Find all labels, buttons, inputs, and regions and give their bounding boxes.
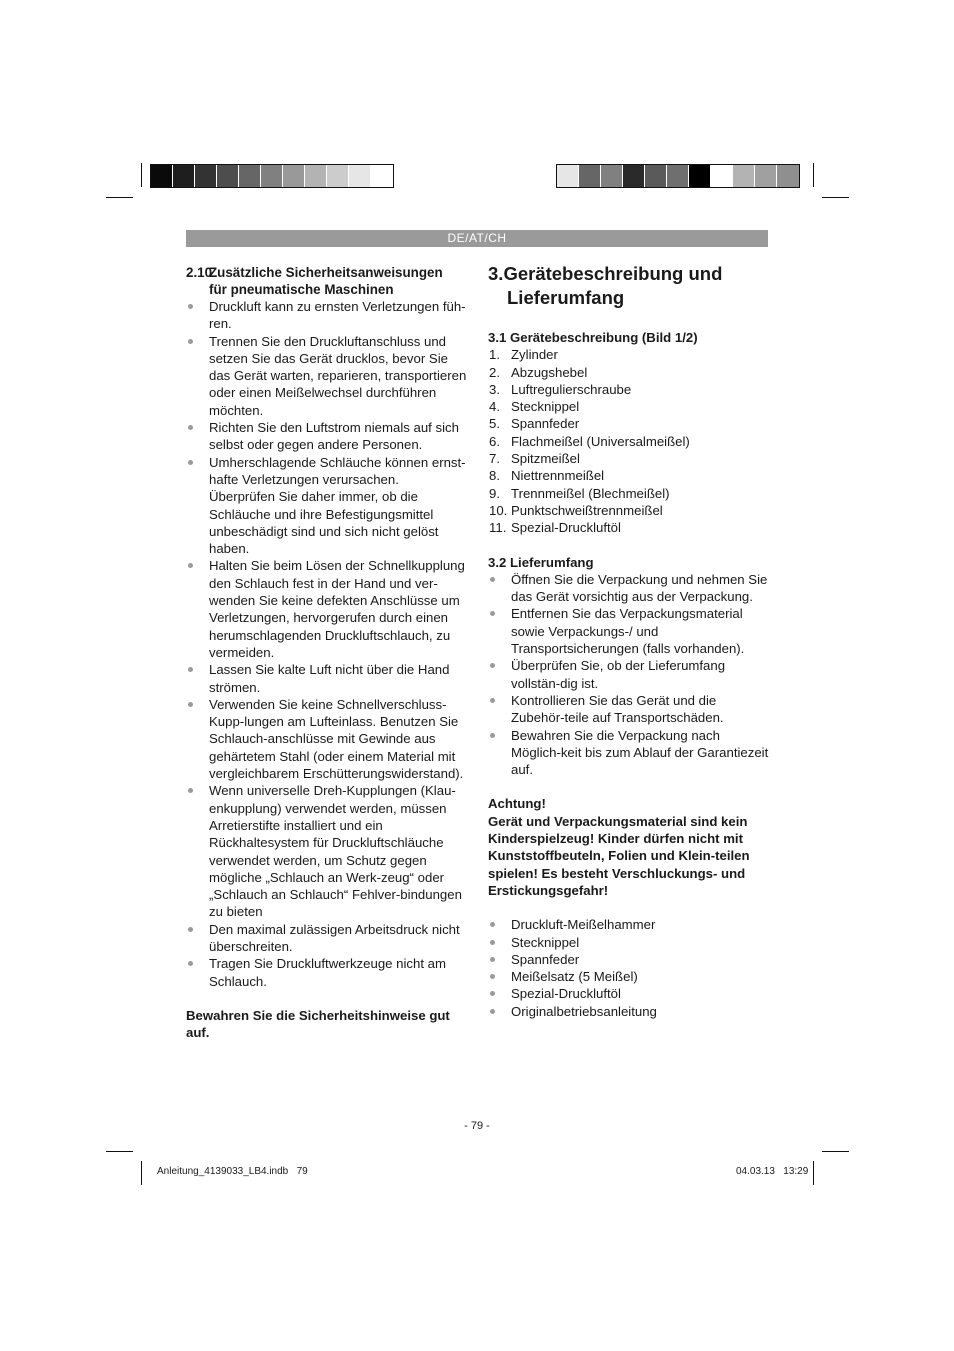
parts-list-number: 8. — [489, 468, 500, 484]
right-column — [488, 262, 770, 1020]
parts-list-number: 2. — [489, 364, 500, 380]
package-contents-item: Spezial-Druckluftöl — [488, 985, 770, 1002]
safety-bullet-item: Trennen Sie den Druckluftanschluss und setzen Sie das Gerät drucklos, bevor Sie das Gerät warten, reparieren, transportieren oder einen Meißelwechsel durchführen möchten. — [186, 333, 468, 419]
parts-list-number: 11. — [489, 520, 507, 536]
color-swatch — [261, 165, 283, 187]
parts-list-number: 5. — [489, 416, 500, 432]
section-heading — [186, 264, 468, 298]
parts-list-item — [488, 346, 770, 363]
delivery-bullet-item: Bewahren Sie die Verpackung nach Möglich-keit bis zum Ablauf der Garantiezeit auf. — [488, 727, 770, 779]
safety-bullet-item: Halten Sie beim Lösen der Schnellkupplung den Schlauch fest in der Hand und ver-wenden Sie keine defekten Anschlüsse um Verletzungen, hervorgerufen durch einen herumschlagenden Druckluftschlauch, zu vermeiden. — [186, 557, 468, 661]
package-contents-item: Originalbetriebsanleitung — [488, 1003, 770, 1020]
color-swatch — [239, 165, 261, 187]
color-swatch — [349, 165, 371, 187]
parts-list-item — [488, 450, 770, 467]
color-calibration-bar-left — [150, 164, 394, 188]
color-swatch — [711, 165, 733, 187]
parts-list-number: 7. — [489, 451, 500, 467]
left-column — [186, 264, 468, 1041]
color-swatch — [283, 165, 305, 187]
parts-list-item — [488, 364, 770, 381]
parts-list-item — [488, 467, 770, 484]
parts-list-label: Flachmeißel (Universalmeißel) — [511, 433, 690, 449]
parts-list-label: Spezial-Druckluftöl — [511, 520, 621, 536]
package-contents-item: Druckluft-Meißelhammer — [488, 916, 770, 933]
section-number: 2.10 — [186, 265, 213, 280]
color-calibration-bar-right — [556, 164, 800, 188]
parts-list-item — [488, 415, 770, 432]
crop-mark — [141, 1161, 142, 1185]
delivery-bullet-list — [488, 571, 770, 779]
chapter-number: 3. — [488, 263, 504, 284]
date-info: 04.03.13 13:29 — [736, 1166, 809, 1177]
color-swatch — [151, 165, 173, 187]
color-swatch — [305, 165, 327, 187]
safety-bullet-item: Verwenden Sie keine Schnellverschluss-Kupp-lungen am Lufteinlass. Benutzen Sie Schlauch-anschlüsse mit Gewinde aus gehärtetem Stahl (oder einem Material mit vergleichbarem Erschütterungswiderstand). — [186, 696, 468, 782]
parts-list-number: 4. — [489, 399, 500, 415]
safety-bullet-item: Richten Sie den Luftstrom niemals auf sich selbst oder gegen andere Personen. — [186, 419, 468, 454]
parts-list-item — [488, 433, 770, 450]
delivery-bullet-item: Entfernen Sie das Verpackungsmaterial sowie Verpackungs-/ und Transportsicherungen (falls vorhanden). — [488, 605, 770, 657]
color-swatch — [733, 165, 755, 187]
parts-list-label: Stecknippel — [511, 399, 580, 415]
parts-list-label: Luftregulierschraube — [511, 381, 632, 397]
parts-list-number: 9. — [489, 485, 500, 501]
parts-list-label: Punktschweißtrennmeißel — [511, 502, 663, 518]
color-swatch — [579, 165, 601, 187]
parts-list-item — [488, 502, 770, 519]
parts-list-label: Zylinder — [511, 347, 558, 363]
color-swatch — [667, 165, 689, 187]
section-heading-line2: für pneumatische Maschinen — [209, 282, 394, 297]
chapter-heading — [488, 262, 770, 310]
safety-closing-note: Bewahren Sie die Sicherheitshinweise gut auf. — [186, 1007, 450, 1041]
parts-list-item — [488, 519, 770, 536]
package-contents-list — [488, 916, 770, 1020]
warning-text: Gerät und Verpackungsmaterial sind kein Kinderspielzeug! Kinder dürfen nicht mit Kunststoffbeuteln, Folien und Klein-teilen spielen! Es besteht Verschluckungs- und Erstickungsgefahr! — [488, 813, 750, 898]
crop-mark — [813, 1161, 814, 1185]
crop-mark — [813, 163, 814, 187]
safety-bullet-item: Den maximal zulässigen Arbeitsdruck nicht überschreiten. — [186, 921, 468, 956]
color-swatch — [601, 165, 623, 187]
language-band: DE/AT/CH — [186, 230, 768, 247]
crop-mark — [141, 163, 142, 187]
parts-list-number: 10. — [489, 502, 508, 518]
file-info: Anleitung_4139033_LB4.indb 79 — [157, 1166, 308, 1177]
parts-list-label: Trennmeißel (Blechmeißel) — [511, 485, 670, 501]
chapter-heading-line1: Gerätebeschreibung und — [503, 263, 723, 284]
safety-bullet-item: Tragen Sie Druckluftwerkzeuge nicht am Schlauch. — [186, 955, 468, 990]
package-contents-item: Spannfeder — [488, 951, 770, 968]
safety-bullet-item: Umherschlagende Schläuche können ernst-hafte Verletzungen verursachen. Überprüfen Sie daher immer, ob die Schläuche und ihre Befestigungsmittel unbeschädigt sind und sich nicht gelöst haben. — [186, 454, 468, 558]
crop-mark — [822, 1151, 849, 1152]
parts-list-item — [488, 398, 770, 415]
parts-list-number: 3. — [489, 381, 500, 397]
parts-list-number: 6. — [489, 433, 500, 449]
section-3-2-title: 3.2 Lieferumfang — [488, 554, 594, 570]
color-swatch — [623, 165, 645, 187]
parts-list-number: 1. — [489, 347, 500, 363]
crop-mark — [106, 1151, 133, 1152]
parts-list-item — [488, 485, 770, 502]
delivery-bullet-item: Kontrollieren Sie das Gerät und die Zubehör-teile auf Transportschäden. — [488, 692, 770, 727]
color-swatch — [777, 165, 799, 187]
page-number: - 79 - — [464, 1120, 490, 1132]
warning-title: Achtung! — [488, 796, 546, 812]
color-swatch — [217, 165, 239, 187]
crop-mark — [822, 197, 849, 198]
safety-bullet-list — [186, 298, 468, 990]
color-swatch — [195, 165, 217, 187]
section-3-1-title: 3.1 Gerätebeschreibung (Bild 1/2) — [488, 330, 698, 345]
parts-list-label: Niettrennmeißel — [511, 468, 605, 484]
color-swatch — [371, 165, 393, 187]
parts-list-label: Abzugshebel — [511, 364, 588, 380]
package-contents-item: Meißelsatz (5 Meißel) — [488, 968, 770, 985]
parts-list-label: Spannfeder — [511, 416, 580, 432]
safety-bullet-item: Wenn universelle Dreh-Kupplungen (Klau-enkupplung) verwendet werden, müssen Arretierstifte installiert und ein Rückhaltesystem für Druckluftschläuche verwendet werden, um Schutz gegen mögliche „Schlauch an Werk-zeug“ oder „Schlauch an Schlauch“ Fehlver-bindungen zu bieten — [186, 782, 468, 920]
safety-bullet-item: Lassen Sie kalte Luft nicht über die Hand strömen. — [186, 661, 468, 696]
delivery-bullet-item: Öffnen Sie die Verpackung und nehmen Sie das Gerät vorsichtig aus der Verpackung. — [488, 571, 770, 606]
parts-list — [488, 346, 770, 536]
package-contents-item: Stecknippel — [488, 934, 770, 951]
color-swatch — [557, 165, 579, 187]
color-swatch — [645, 165, 667, 187]
safety-bullet-item: Druckluft kann zu ernsten Verletzungen füh-ren. — [186, 298, 468, 333]
color-swatch — [327, 165, 349, 187]
section-heading-line1: Zusätzliche Sicherheitsanweisungen — [209, 265, 443, 280]
chapter-heading-line2: Lieferumfang — [507, 287, 625, 308]
color-swatch — [755, 165, 777, 187]
delivery-bullet-item: Überprüfen Sie, ob der Lieferumfang vollstän-dig ist. — [488, 657, 770, 692]
parts-list-item — [488, 381, 770, 398]
parts-list-label: Spitzmeißel — [511, 451, 580, 467]
crop-mark — [106, 197, 133, 198]
color-swatch — [173, 165, 195, 187]
color-swatch — [689, 165, 711, 187]
